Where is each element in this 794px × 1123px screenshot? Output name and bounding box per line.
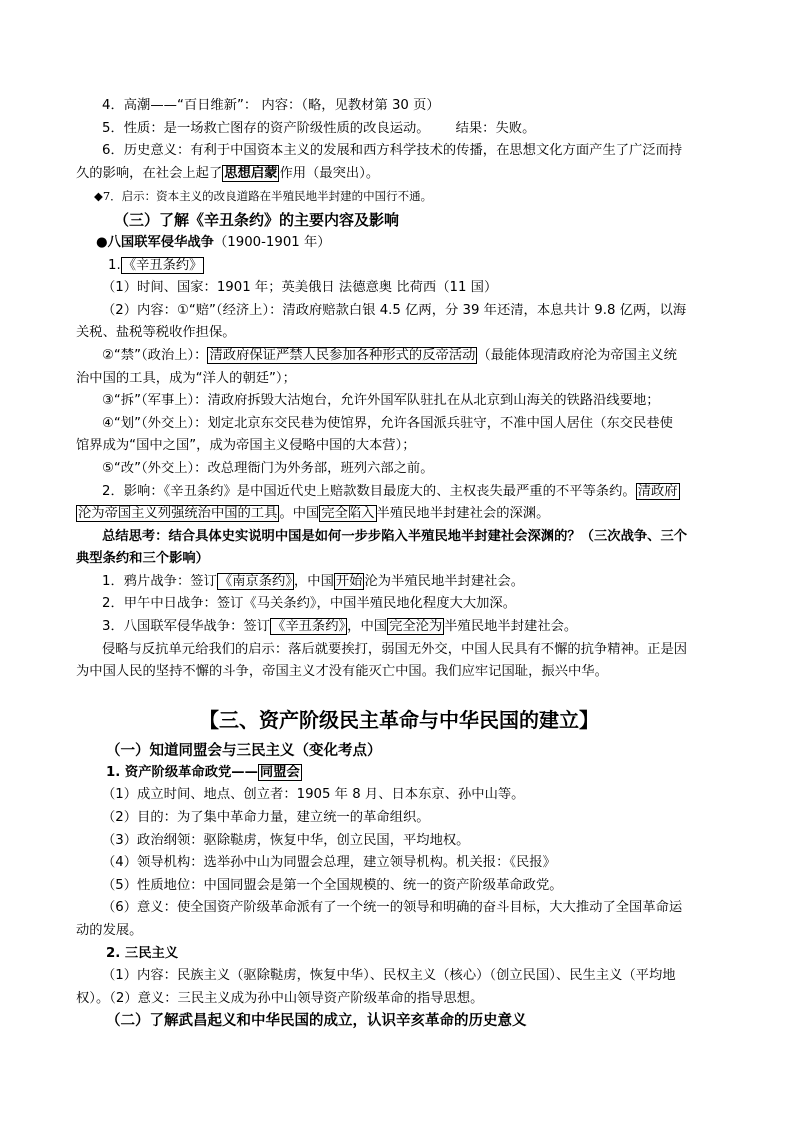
significance-tail: 作用（最突出）。	[279, 165, 380, 181]
war-years: （1900-1901 年）	[213, 234, 331, 250]
ban-tail: （最能体现清政府沦为帝国主义统	[477, 347, 677, 363]
reform-significance-line: 6．历史意义：有利于中国资本主义的发展和西方科学技术的传播，在思想文化方面产生了广泛而持	[102, 143, 683, 159]
boxed-nanjing: 《南京条约》	[218, 573, 292, 589]
treaty-legation-cont: 馆界成为“国中之国”，成为帝国主义侵略中国的大本营）；	[76, 438, 416, 454]
reform-nature-text: 5．性质：是一场救亡图存的资产阶级性质的改良运动。	[102, 120, 430, 136]
treaty-reform-line: ⑤“改”（外交上）：改总理衙门为外务部，班列六部之前。	[102, 460, 434, 476]
principles-content-line: （1）内容：民族主义（驱除鞑虏，恢复中华）、民权主义（核心）（创立民国）、民生主义（平均地	[102, 968, 676, 984]
boxed-tool: 沦为帝国主义列强统治中国的工具	[78, 506, 278, 522]
insight-cont: 为中国人民的坚持不懈的斗争，帝国主义才没有能灭亡中国。我们应牢记国耻，振兴中华。	[76, 664, 608, 680]
party-heading	[76, 762, 722, 785]
program-line: （3）政治纲领：驱除鞑虏，恢复中华，创立民国，平均地权。	[102, 832, 470, 848]
insight-line: 侵略与反抗单元给我们的启示：落后就要挨打，弱国无外交，中国人民具有不懈的抗争精神。正是因	[102, 641, 688, 657]
eight-text: 3．八国联军侵华战争：签订	[102, 619, 271, 635]
document-page	[76, 95, 722, 1032]
influence-end: 半殖民地半封建社会的深渊。	[376, 506, 550, 522]
opium-text: 1．鸦片战争：签订	[102, 573, 217, 589]
part-three-title: 【三、资产阶级民主革命与中华民国的建立】	[199, 707, 599, 732]
treaty-ban-line	[76, 345, 722, 368]
three-principles-heading: 2. 三民主义	[106, 945, 179, 961]
treaty-heading	[76, 255, 722, 278]
summary-question: 总结思考：结合具体史实说明中国是如何一步步陷入半殖民地半封建社会深渊的？（三次战争、三个	[102, 528, 688, 544]
eight-mid: ，中国	[347, 619, 388, 635]
reform-climax-line: 4．高潮——“百日维新”： 内容：（略，见教材第 30 页）	[102, 98, 440, 113]
boxed-ban: 清政府保证严禁人民参加各种形式的反帝活动	[209, 347, 476, 363]
subsection-wuchang: （二）了解武昌起义和中华民国的成立，认识辛亥革命的历史意义	[106, 1013, 527, 1030]
reform-nature-line	[76, 118, 722, 141]
party-label: 1. 资产阶级革命政党——	[106, 764, 258, 780]
sino-japanese-war-line: 2．甲午中日战争：签订《马关条约》，中国半殖民地化程度大大加深。	[102, 596, 517, 612]
reform-significance-cont	[76, 163, 722, 186]
boxed-government: 清政府	[637, 483, 678, 499]
eight-nation-war-line	[76, 616, 722, 639]
treaty-influence-cont	[76, 503, 722, 526]
boxed-fall: 完全陷入	[321, 506, 375, 522]
treaty-influence-line	[76, 481, 722, 504]
reform-lesson-line: ◆7．启示：资本主义的改良道路在半殖民地半封建的中国行不通。	[94, 189, 433, 204]
opium-mid: ，中国	[293, 573, 334, 589]
purpose-line: （2）目的：为了集中革命力量，建立统一的革命组织。	[102, 810, 430, 826]
reform-result-text: 结果：失败。	[455, 120, 536, 136]
nature-line: （5）性质地位：中国同盟会是第一个全国规模的、统一的资产阶级革命政党。	[102, 877, 563, 893]
eight-end: 半殖民地半封建社会。	[444, 619, 578, 635]
boxed-complete: 完全沦为	[389, 619, 443, 635]
treaty-content-line: （2）内容：①“赔”（经济上）：清政府赔款白银 4.5 亿两，分 39 年还清，本息共计 9.8 亿两，以海	[102, 302, 687, 318]
boxed-tongmenghui: 同盟会	[259, 764, 300, 780]
section-title-xinchou: （三）了解《辛丑条约》的主要内容及影响	[114, 210, 400, 229]
founding-line: （1）成立时间、地点、创立者：1905 年 8 月、日本东京、孙中山等。	[102, 787, 525, 803]
opium-war-line	[76, 571, 722, 594]
influence-text: 2．影响：《辛丑条约》是中国近代史上赔款数目最庞大的、主权丧失最严重的不平等条约。	[102, 483, 636, 499]
principles-content-cont: 权）。（2）意义：三民主义成为孙中山领导资产阶级革命的指导思想。	[76, 990, 484, 1006]
subsection-tongmenghui: （一）知道同盟会与三民主义（变化考点）	[106, 742, 382, 759]
ban-label: ②“禁”（政治上）：	[102, 347, 208, 363]
item-number: 1.	[108, 257, 121, 273]
meaning-line: （6）意义：使全国资产阶级革命派有了一个统一的领导和明确的奋斗目标，大大推动了全国革命运	[102, 900, 683, 916]
boxed-treaty: 《辛丑条约》	[122, 257, 203, 273]
boxed-xinchou: 《辛丑条约》	[272, 619, 346, 635]
treaty-content-cont: 关税、盐税等税收作担保。	[76, 325, 236, 341]
summary-question-cont: 典型条约和三个影响）	[76, 551, 209, 567]
boxed-keyword: 思想启蒙	[224, 165, 278, 181]
meaning-cont: 动的发展。	[76, 923, 143, 938]
treaty-demolish-line: ③“拆”（军事上）：清政府拆毁大沽炮台，允许外国军队驻扎在从北京到山海关的铁路沿线要地；	[102, 393, 660, 409]
influence-mid: 。中国	[279, 506, 320, 522]
significance-text: 久的影响，在社会上起了	[76, 165, 223, 181]
treaty-time-line: （1）时间、国家：1901 年；英美俄日 法德意奥 比荷西（11 国）	[102, 280, 498, 296]
boxed-begin: 开始	[335, 573, 363, 589]
treaty-ban-cont: 治中国的工具，成为“洋人的朝廷”）；	[76, 370, 296, 386]
eight-nation-heading	[76, 232, 722, 255]
war-name: ●八国联军侵华战争	[96, 234, 214, 250]
treaty-legation-line: ④“划”（外交上）：划定北京东交民巷为使馆界，允许各国派兵驻守，不准中国人居住（东交民巷使	[102, 415, 673, 431]
opium-end: 沦为半殖民地半封建社会。	[364, 573, 525, 589]
leadership-line: （4）领导机构：选举孙中山为同盟会总理，建立领导机构。机关报：《民报》	[102, 855, 556, 871]
